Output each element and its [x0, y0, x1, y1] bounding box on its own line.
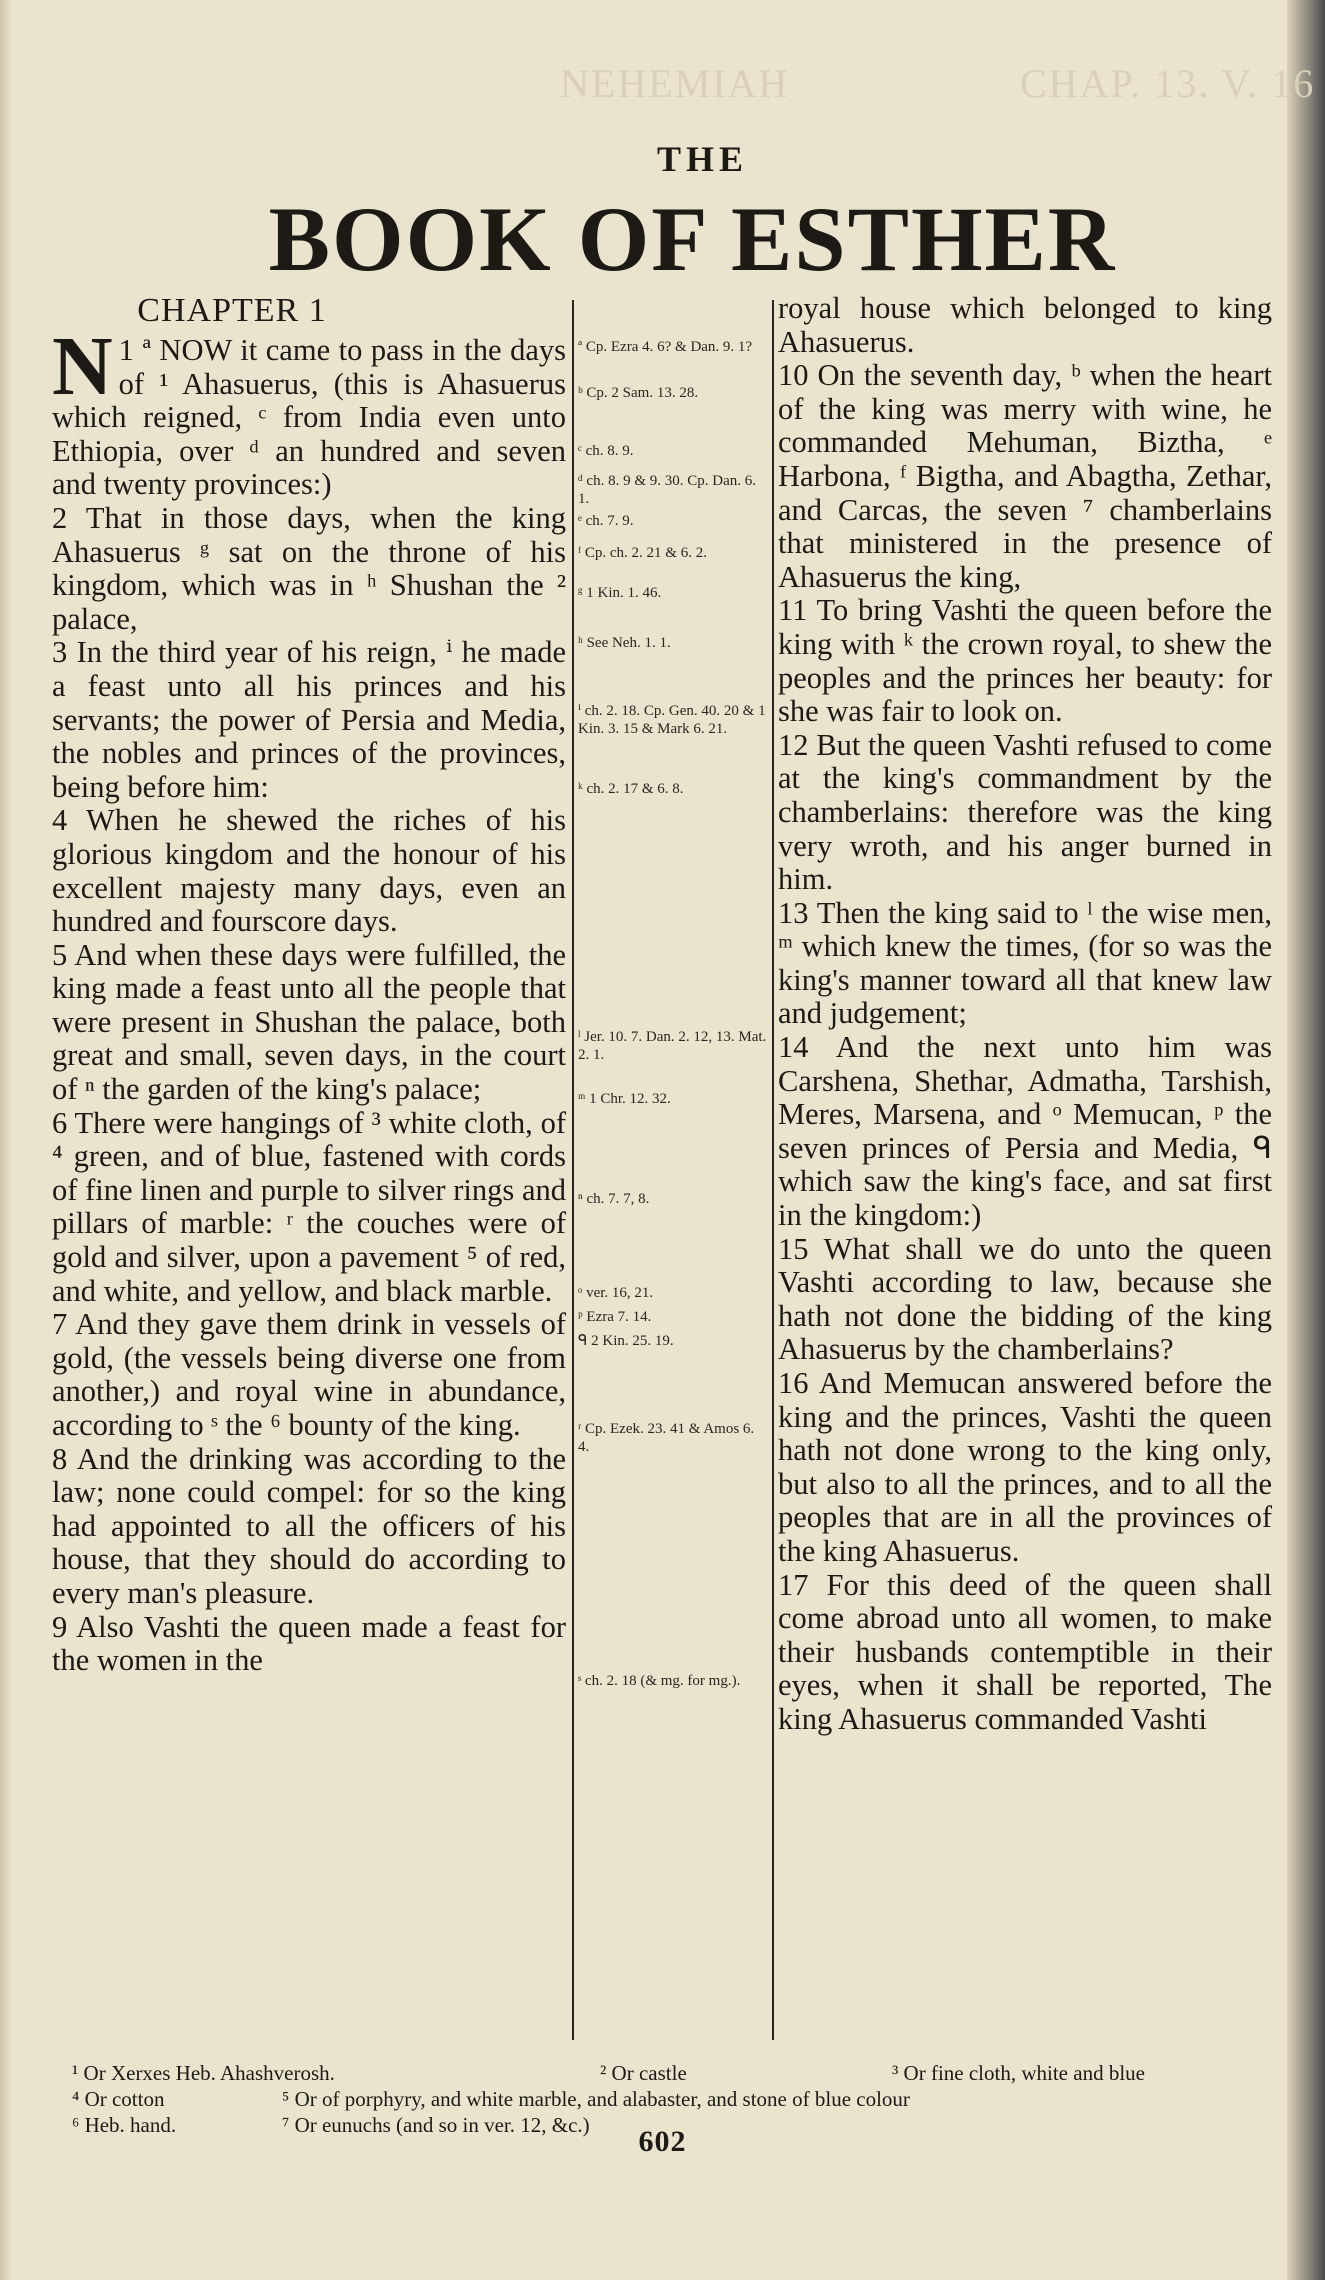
verse-7: 7 And they gave them drink in vessels of gold, (the vessels being diverse one from another,) and royal wine in abundance, according to ˢ the ⁶ bounty of the king.	[52, 1307, 566, 1442]
verse-5: 5 And when these days were fulfilled, the king made a feast unto all the people that were present in Shushan the palace, both great and small, seven days, in the court of ⁿ the garden of the king's palace;	[52, 937, 566, 1107]
verse-text: 1 ª NOW it came to pass in the days of ¹ Ahasuerus, (this is Ahasuerus which reigned, ᶜ from India even unto Ethiopia, over ᵈ an hundred and seven and twenty provinces:)	[52, 333, 566, 502]
cross-ref: ᵈ ch. 8. 9 & 9. 30. Cp. Dan. 6. 1.	[578, 473, 756, 507]
verse-6: 6 There were hangings of ³ white cloth, of ⁴ green, and of blue, fastened with cords of fine linen and purple to silver rings and pillars of marble: ʳ the couches were of gold and silver, upon a pavement ⁵ of red, and white, and yellow, and black marble.	[52, 1105, 566, 1308]
cross-ref: ⁱ ch. 2. 18. Cp. Gen. 40. 20 & 1 Kin. 3. 15 & Mark 6. 21.	[578, 703, 766, 737]
verse-14: 14 And the next unto him was Carshena, Shethar, Admatha, Tarshish, Meres, Marsena, and ᵒ Memucan, ᵖ the seven princes of Persia and Media, ᑫ which saw the king's face, and sat first in the kingdom:)	[778, 1030, 1272, 1233]
footnote: ⁵ Or of porphyry, and white marble, and alabaster, and stone of blue colour	[282, 2087, 910, 2111]
cross-ref: ⁿ ch. 7. 7, 8.	[578, 1191, 650, 1207]
verse-12: 12 But the queen Vashti refused to come at the king's commandment by the chamberlains: therefore was the king very wroth, and his anger burned in him.	[778, 727, 1272, 897]
book-pre-title: THE	[656, 139, 749, 179]
ghost-header-left: NEHEMIAH	[560, 61, 790, 106]
column-rule-left	[572, 300, 574, 2040]
footnote: ⁴ Or cotton	[72, 2087, 165, 2111]
verse-11: 11 To bring Vashti the queen before the king with ᵏ the crown royal, to shew the peoples and the princes her beauty: for she was fair to look on.	[778, 593, 1272, 729]
footnote: ⁶ Heb. hand.	[72, 2113, 177, 2137]
cross-ref: ᵖ Ezra 7. 14.	[578, 1309, 652, 1325]
cross-ref: ˢ ch. 2. 18 (& mg. for mg.).	[578, 1673, 741, 1689]
verse-continuation: royal house which belonged to king Ahasuerus.	[778, 291, 1272, 359]
footnote: ⁷ Or eunuchs (and so in ver. 12, &c.)	[282, 2113, 590, 2137]
drop-cap: N	[52, 320, 113, 413]
footnote: ³ Or fine cloth, white and blue	[892, 2061, 1145, 2085]
book-title: BOOK OF ESTHER	[268, 188, 1117, 290]
verse-13: 13 Then the king said to ˡ the wise men, ᵐ which knew the times, (for so was the king's manner toward all that knew law and judgement;	[778, 895, 1272, 1031]
verse-2: 2 That in those days, when the king Ahasuerus ᵍ sat on the throne of his kingdom, which was in ʰ Shushan the ² palace,	[52, 500, 566, 636]
cross-ref: ᵒ ver. 16, 21.	[578, 1285, 654, 1301]
cross-ref: ᶠ Cp. ch. 2. 21 & 6. 2.	[578, 545, 707, 561]
footnote: ² Or castle	[600, 2061, 687, 2085]
verse-15: 15 What shall we do unto the queen Vashti according to law, because she hath not done the bidding of the king Ahasuerus by the chamberlains?	[778, 1231, 1272, 1367]
cross-ref: ᵐ 1 Chr. 12. 32.	[578, 1091, 671, 1107]
cross-ref: ᵏ ch. 2. 17 & 6. 8.	[578, 781, 684, 797]
cross-ref: ᵍ 1 Kin. 1. 46.	[578, 585, 662, 601]
footnote: ¹ Or Xerxes Heb. Ahashverosh.	[72, 2061, 335, 2085]
verse-17: 17 For this deed of the queen shall come abroad unto all women, to make their husbands contemptible in their eyes, when it shall be reported, The king Ahasuerus commanded Vashti	[778, 1567, 1272, 1736]
verse-10: 10 On the seventh day, ᵇ when the heart of the king was merry with wine, he commanded Mehuman, Biztha, ᵉ Harbona, ᶠ Bigtha, and Abagtha, Zethar, and Carcas, the seven ⁷ chamberlains that ministered in the presence of Ahasuerus the king,	[778, 358, 1272, 594]
verse-1	[52, 320, 566, 502]
cross-ref: ˡ Jer. 10. 7. Dan. 2. 12, 13. Mat. 2. 1.	[578, 1029, 767, 1063]
cross-ref: ʳ Cp. Ezek. 23. 41 & Amos 6. 4.	[578, 1421, 755, 1455]
verse-16: 16 And Memucan answered before the king and the princes, Vashti the queen hath not done wrong to the king only, but also to all the princes, and to all the peoples that are in all the provinces of the king Ahasuerus.	[778, 1366, 1272, 1568]
cross-ref: ᵉ ch. 7. 9.	[578, 513, 634, 529]
verse-4: 4 When he shewed the riches of his glorious kingdom and the honour of his excellent majesty many days, even an hundred and fourscore days.	[52, 803, 566, 939]
cross-ref: ª Cp. Ezra 4. 6? & Dan. 9. 1?	[578, 339, 753, 355]
page-edge-shadow	[1287, 0, 1325, 2280]
page-number: 602	[638, 2125, 687, 2158]
ghost-header-right: CHAP. 13. V. 16	[1020, 61, 1316, 106]
right-text-column	[778, 292, 1272, 1737]
verse-3: 3 In the third year of his reign, ⁱ he made a feast unto all his princes and his servants; the power of Persia and Media, the nobles and princes of the provinces, being before him:	[52, 635, 566, 804]
chapter-heading: CHAPTER 1	[137, 292, 327, 329]
left-text-column	[52, 292, 566, 1678]
cross-ref: ᵇ Cp. 2 Sam. 13. 28.	[578, 385, 699, 401]
cross-ref: ᑫ 2 Kin. 25. 19.	[578, 1333, 674, 1349]
cross-ref: ʰ See Neh. 1. 1.	[578, 635, 671, 651]
cross-ref: ᶜ ch. 8. 9.	[578, 443, 634, 459]
verse-9: 9 Also Vashti the queen made a feast for the women in the	[52, 1609, 566, 1678]
column-rule-right	[772, 300, 774, 2040]
verse-8: 8 And the drinking was according to the law; none could compel: for so the king had appointed to all the officers of his house, that they should do according to every man's pleasure.	[52, 1441, 566, 1610]
page-gutter-shadow	[0, 0, 12, 2280]
